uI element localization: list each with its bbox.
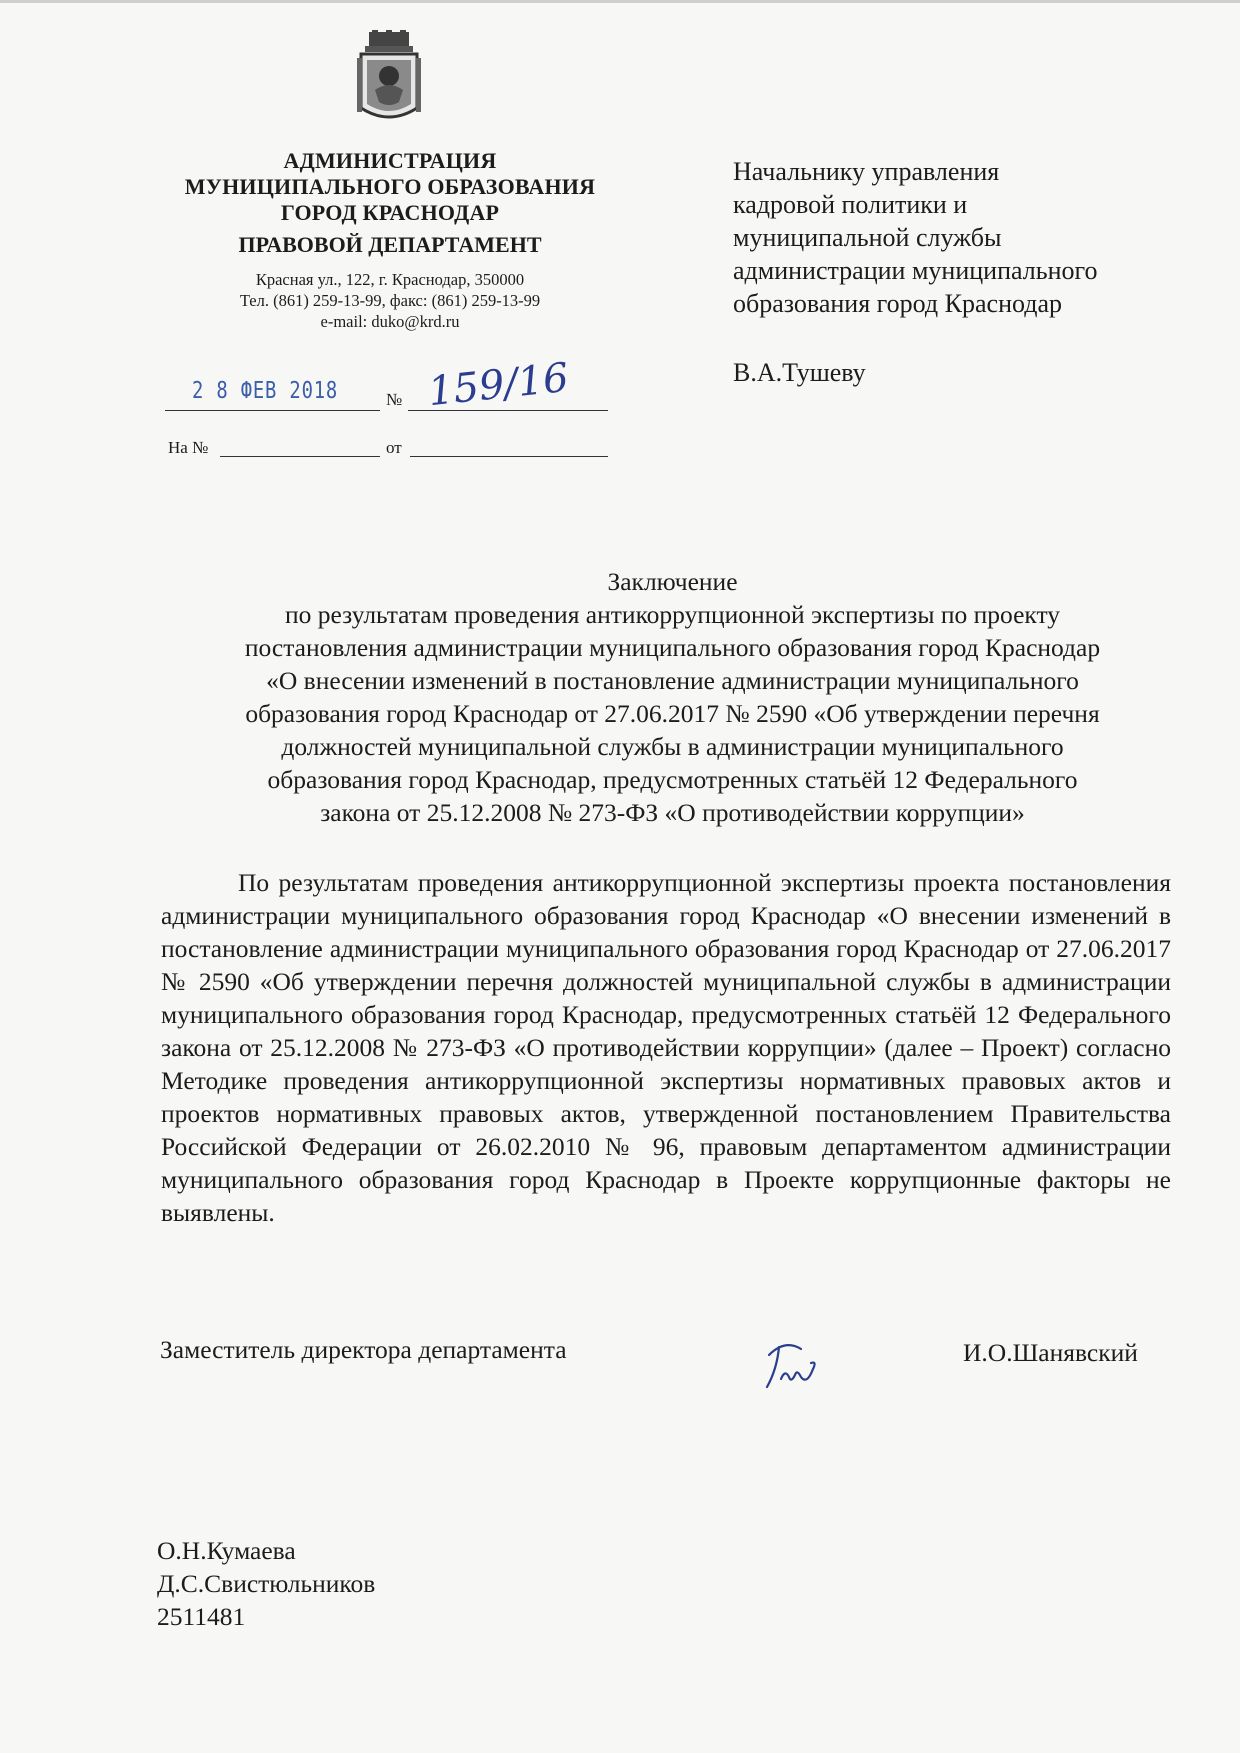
ref-date-line: [410, 456, 608, 457]
ref-number-line: [220, 456, 380, 457]
executor-name: Д.С.Свистюльников: [157, 1569, 376, 1598]
title-heading: Заключение: [607, 567, 738, 596]
addressee-line: образования город Краснодар: [733, 289, 1062, 318]
email: e-mail: duko@krd.ru: [320, 312, 460, 331]
ref-number-label: На №: [168, 438, 209, 457]
number-label: №: [386, 390, 403, 409]
scan-edge: [0, 0, 1240, 3]
addressee-line: Начальнику управления: [733, 157, 1000, 186]
addressee-block: [733, 155, 1193, 320]
date-line: [165, 410, 380, 411]
title-line: по результатам проведения антикоррупционной экспертизы по проекту: [285, 600, 1060, 629]
executors-block: [157, 1534, 375, 1633]
document-title: [160, 565, 1185, 829]
title-line: «О внесении изменений в постановление администрации муниципального: [266, 666, 1079, 695]
sender-header: [165, 148, 615, 332]
org-name-line: АДМИНИСТРАЦИЯ: [283, 148, 497, 173]
contact-info: [165, 269, 615, 332]
handwritten-signature: [755, 1335, 825, 1395]
title-line: постановления администрации муниципального образования город Краснодар: [244, 633, 1101, 662]
title-line: образования город Краснодар, предусмотренных статьёй 12 Федерального: [267, 765, 1078, 794]
phone: Тел. (861) 259-13-99, факс: (861) 259-13-99: [239, 291, 541, 310]
department-name: ПРАВОВОЙ ДЕПАРТАМЕНТ: [238, 232, 542, 257]
coat-of-arms-emblem: [355, 30, 423, 130]
executor-phone: 2511481: [157, 1602, 246, 1631]
title-line: закона от 25.12.2008 № 273-ФЗ «О противодействии коррупции»: [320, 798, 1025, 827]
addressee-line: муниципальной службы: [733, 223, 1002, 252]
org-name-line: МУНИЦИПАЛЬНОГО ОБРАЗОВАНИЯ: [184, 174, 596, 199]
title-line: должностей муниципальной службы в администрации муниципального: [281, 732, 1064, 761]
org-name-line: ГОРОД КРАСНОДАР: [280, 200, 500, 225]
signatory-position: Заместитель директора департамента: [160, 1335, 567, 1364]
ref-from-label: от: [386, 438, 402, 457]
address: Красная ул., 122, г. Краснодар, 350000: [255, 270, 525, 289]
title-line: образования город Краснодар от 27.06.2017 № 2590 «Об утверждении перечня: [245, 699, 1100, 728]
handwritten-number: 159/16: [425, 354, 571, 416]
addressee-name: В.А.Тушеву: [733, 358, 866, 387]
addressee-line: администрации муниципального: [733, 256, 1098, 285]
date-stamp: 2 8 ФЕВ 2018: [192, 378, 339, 404]
addressee-line: кадровой политики и: [733, 190, 968, 219]
executor-name: О.Н.Кумаева: [157, 1536, 296, 1565]
signatory-name: И.О.Шанявский: [963, 1338, 1138, 1367]
body-paragraph: По результатам проведения антикоррупционной экспертизы проекта постановления администрации муниципального образования город Краснодар «О внесении изменений в постановление администрации муниципального образования город Краснодар от 27.06.2017 № 2590 «Об утверждении перечня должностей муниципальной службы в администрации муниципального образования город Краснодар, предусмотренных статьёй 12 Федерального закона от 25.12.2008 № 273-ФЗ «О противодействии коррупции» (далее – Проект) согласно Методике проведения антикоррупционной экспертизы нормативных правовых актов и проектов нормативных правовых актов, утвержденной постановлением Правительства Российской Федерации от 26.02.2010 № 96, правовым департаментом администрации муниципального образования город Краснодар в Проекте коррупционные факторы не выявлены.: [161, 868, 1171, 1227]
